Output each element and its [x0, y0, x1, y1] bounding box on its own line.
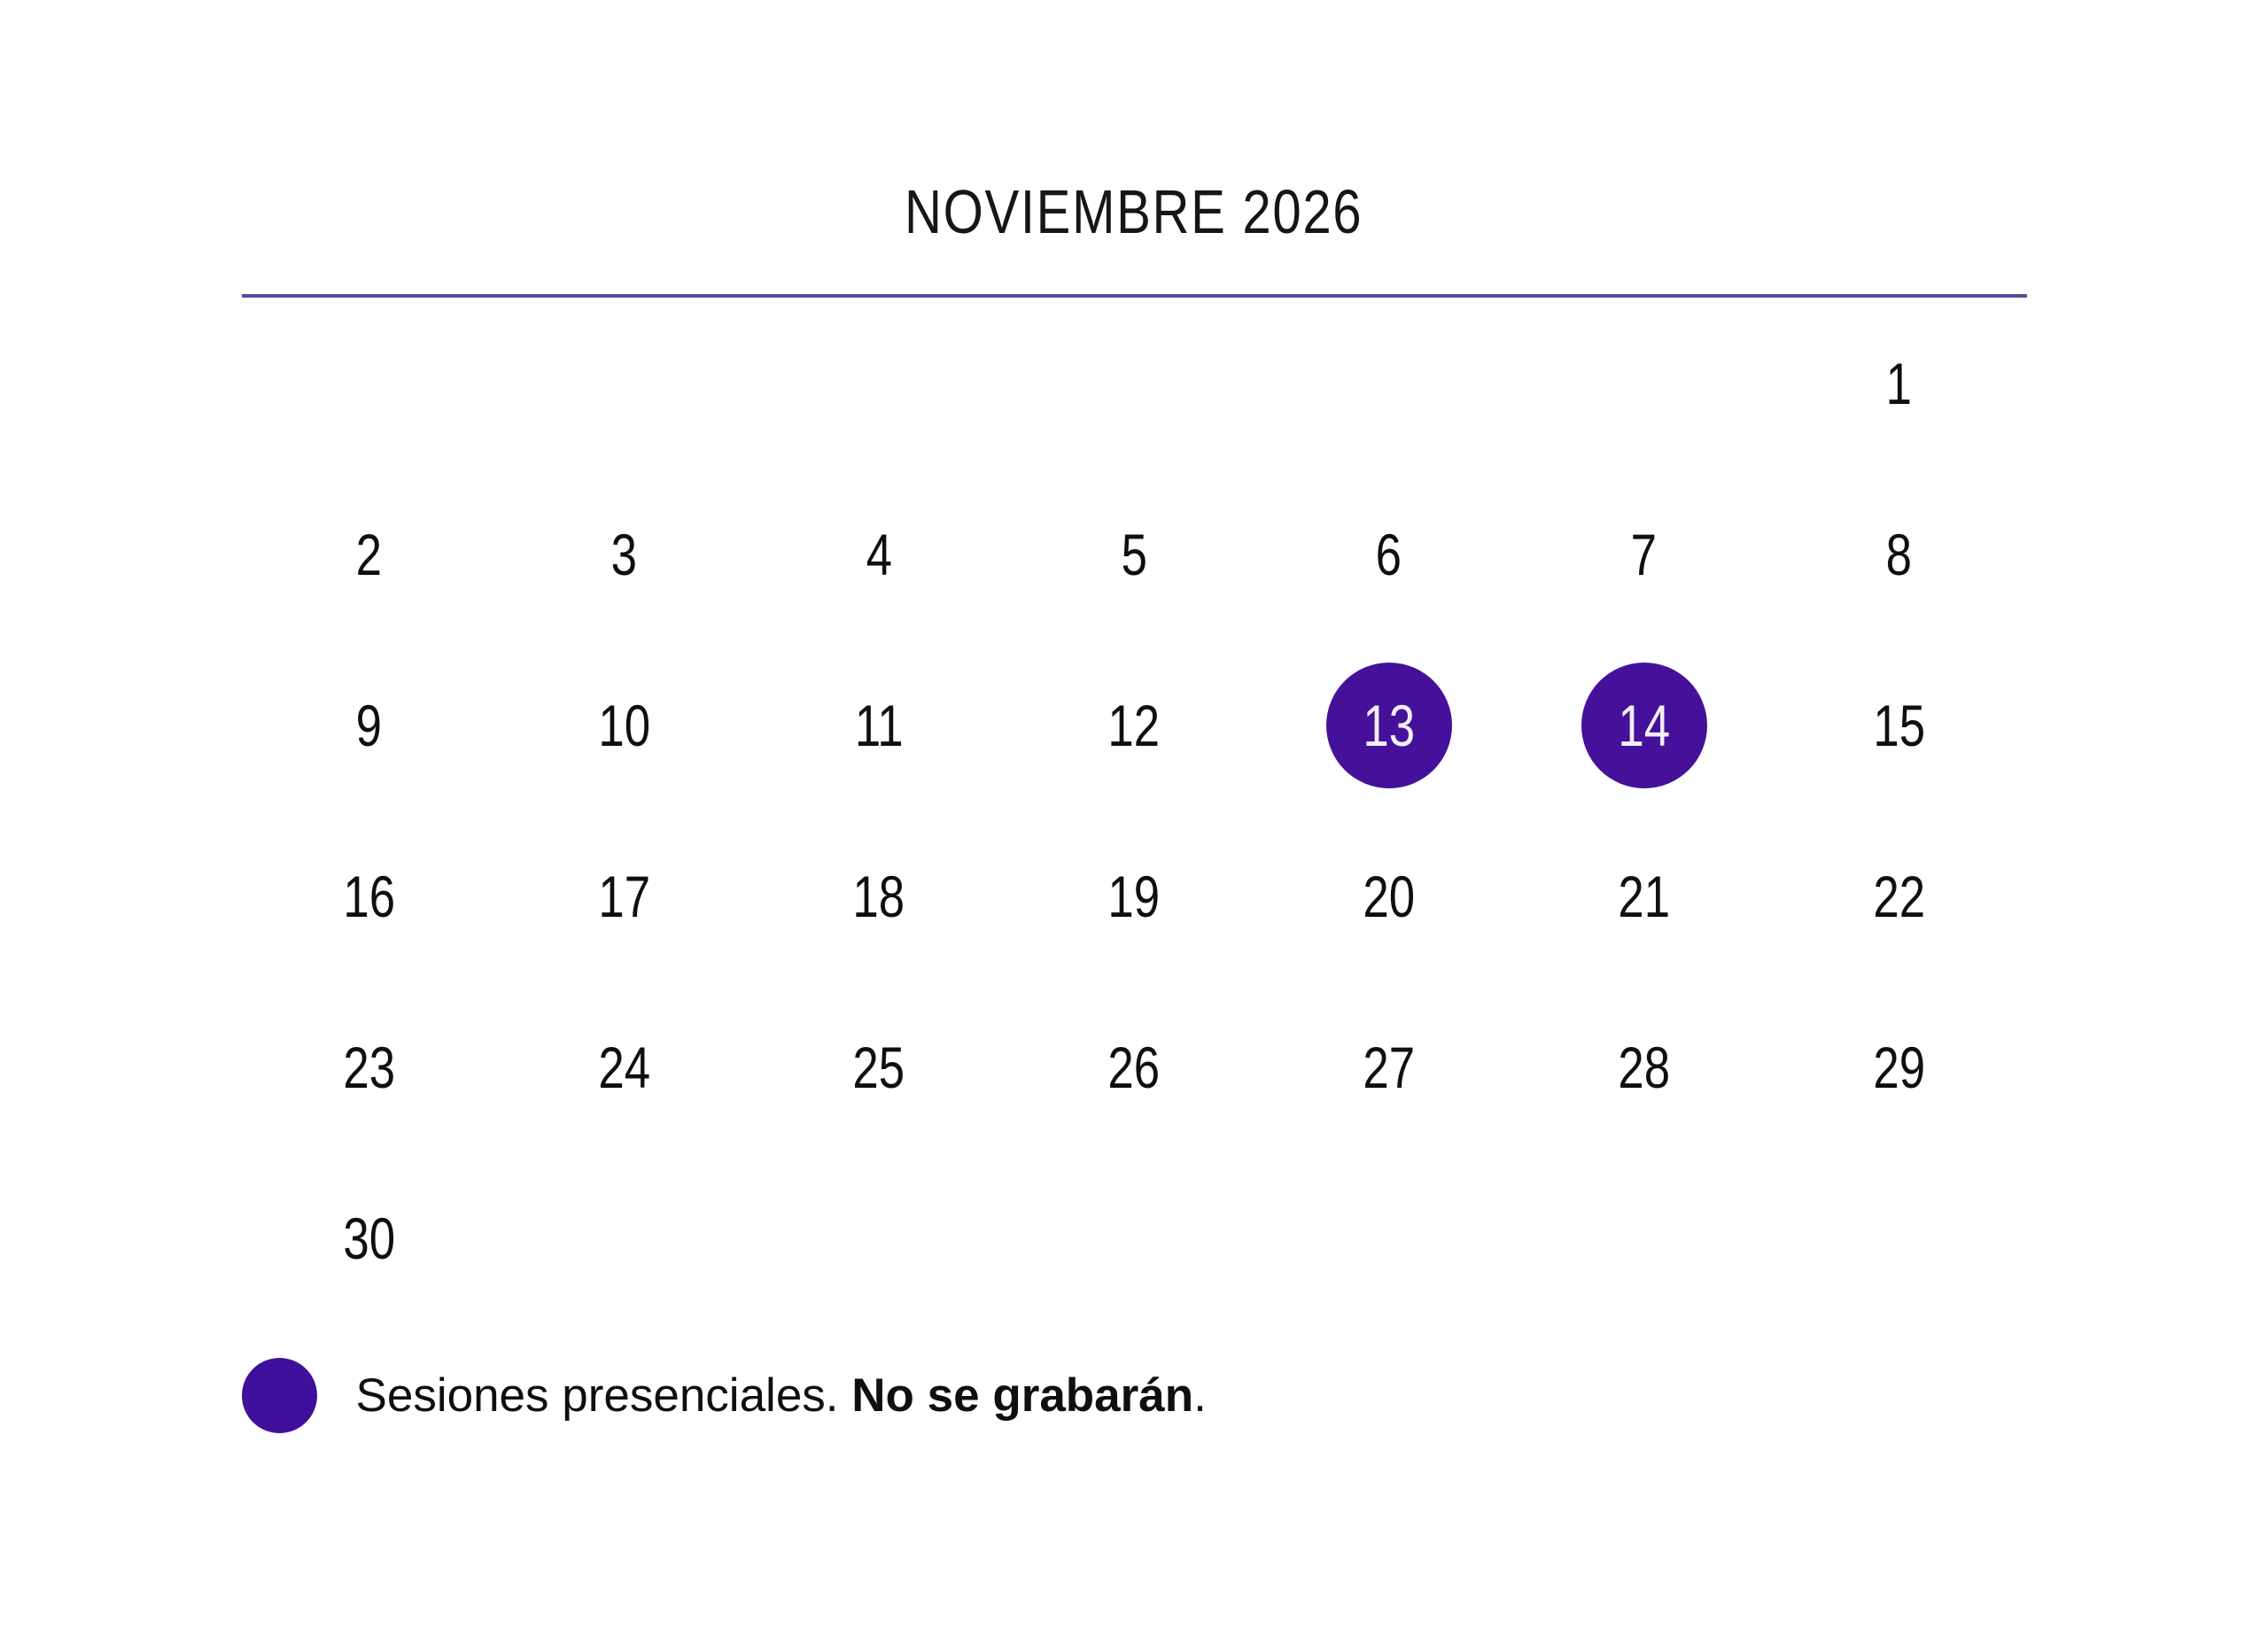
legend-text-bold: No se grabarán — [851, 1369, 1194, 1422]
day-cell-empty — [1006, 1152, 1262, 1323]
day-cell-11 — [751, 640, 1006, 810]
day-number — [816, 834, 942, 959]
day-number — [1326, 492, 1452, 617]
day-number — [816, 492, 942, 617]
day-cell-15 — [1772, 640, 2027, 810]
day-cell-30 — [242, 1152, 497, 1323]
day-cell-22 — [1772, 810, 2027, 981]
day-number — [561, 663, 687, 788]
day-cell-3 — [496, 469, 751, 640]
day-number — [1837, 663, 1962, 788]
day-cell-8 — [1772, 469, 2027, 640]
day-number — [306, 1175, 431, 1301]
day-number-text: 16 — [343, 863, 395, 929]
day-number — [306, 663, 431, 788]
day-number — [306, 1004, 431, 1130]
day-cell-empty — [1262, 1152, 1517, 1323]
day-cell-23 — [242, 981, 497, 1152]
day-number-text: 7 — [1631, 521, 1658, 587]
day-number — [1581, 492, 1707, 617]
day-cell-27 — [1262, 981, 1517, 1152]
day-cell-18 — [751, 810, 1006, 981]
purple-dot-icon — [242, 1358, 317, 1433]
day-number-text: 1 — [1885, 350, 1913, 416]
day-cell-empty — [1006, 298, 1262, 469]
day-number-text: 9 — [355, 692, 383, 758]
day-number-text: 21 — [1618, 863, 1671, 929]
day-number-text: 3 — [610, 521, 637, 587]
day-number — [1071, 663, 1197, 788]
day-cell-7 — [1517, 469, 1772, 640]
day-cell-2 — [242, 469, 497, 640]
day-number — [306, 492, 431, 617]
day-cell-26 — [1006, 981, 1262, 1152]
day-cell-19 — [1006, 810, 1262, 981]
day-number — [561, 834, 687, 959]
day-cell-24 — [496, 981, 751, 1152]
day-number-text: 8 — [1885, 521, 1913, 587]
day-cell-empty — [1517, 298, 1772, 469]
day-cell-empty — [1262, 298, 1517, 469]
day-number — [1837, 834, 1962, 959]
day-number — [1071, 1004, 1197, 1130]
day-number-text: 30 — [343, 1205, 395, 1271]
day-number-text: 5 — [1121, 521, 1147, 587]
day-cell-28 — [1517, 981, 1772, 1152]
day-number-text: 14 — [1618, 692, 1671, 758]
day-number — [1326, 834, 1452, 959]
day-number-text: 29 — [1873, 1034, 1925, 1100]
legend-text-suffix: . — [1193, 1369, 1207, 1422]
day-cell-13-selected — [1262, 640, 1517, 810]
selected-day-circle — [1581, 663, 1707, 788]
calendar-grid — [242, 298, 2027, 1323]
day-cell-12 — [1006, 640, 1262, 810]
day-number — [816, 1175, 942, 1301]
day-number — [1071, 1175, 1197, 1301]
day-number-text: 28 — [1618, 1034, 1671, 1100]
day-number-text: 23 — [343, 1034, 395, 1100]
day-number — [1837, 1175, 1962, 1301]
calendar-page — [242, 0, 2027, 1433]
day-number-text: 6 — [1376, 521, 1402, 587]
day-cell-empty — [1517, 1152, 1772, 1323]
day-number — [1837, 492, 1962, 617]
day-number — [561, 492, 687, 617]
day-number-text: 27 — [1363, 1034, 1416, 1100]
day-number-text: 15 — [1873, 692, 1925, 758]
day-number — [1326, 1175, 1452, 1301]
day-cell-4 — [751, 469, 1006, 640]
day-number — [1837, 1004, 1962, 1130]
legend-text — [356, 1369, 1207, 1423]
day-cell-14-selected — [1517, 640, 1772, 810]
day-number-text: 18 — [852, 863, 905, 929]
day-number — [306, 321, 431, 446]
day-cell-empty — [496, 298, 751, 469]
day-number-text: 19 — [1107, 863, 1161, 929]
selected-day-circle — [1326, 663, 1452, 788]
day-cell-empty — [751, 298, 1006, 469]
day-number-text: 24 — [597, 1034, 650, 1100]
day-cell-empty — [496, 1152, 751, 1323]
day-cell-5 — [1006, 469, 1262, 640]
day-number — [1581, 321, 1707, 446]
day-cell-empty — [1772, 1152, 2027, 1323]
day-number — [816, 663, 942, 788]
day-number-text: 11 — [854, 692, 904, 758]
day-cell-empty — [242, 298, 497, 469]
day-number-text: 20 — [1363, 863, 1416, 929]
day-cell-21 — [1517, 810, 1772, 981]
day-number — [1581, 834, 1707, 959]
day-number — [1071, 321, 1197, 446]
day-number-text: 4 — [866, 521, 892, 587]
day-number — [561, 321, 687, 446]
day-cell-17 — [496, 810, 751, 981]
day-cell-6 — [1262, 469, 1517, 640]
legend — [242, 1358, 2027, 1433]
day-number-text: 22 — [1873, 863, 1925, 929]
day-number-text: 25 — [852, 1034, 905, 1100]
calendar-title-text: NOVIEMBRE 2026 — [905, 177, 1363, 246]
day-number — [1326, 321, 1452, 446]
day-number — [1581, 1004, 1707, 1130]
day-number-text: 2 — [355, 521, 383, 587]
day-number-text: 10 — [597, 692, 650, 758]
day-number — [561, 1175, 687, 1301]
day-cell-empty — [751, 1152, 1006, 1323]
day-cell-20 — [1262, 810, 1517, 981]
day-number — [1071, 492, 1197, 617]
day-number — [1071, 834, 1197, 959]
day-cell-10 — [496, 640, 751, 810]
calendar-title — [242, 0, 2027, 244]
legend-text-regular: Sesiones presenciales. — [355, 1369, 852, 1422]
day-number — [816, 321, 942, 446]
day-cell-25 — [751, 981, 1006, 1152]
day-number — [1326, 1004, 1452, 1130]
day-cell-1 — [1772, 298, 2027, 469]
day-cell-9 — [242, 640, 497, 810]
day-number — [1581, 1175, 1707, 1301]
day-cell-16 — [242, 810, 497, 981]
day-number-text: 26 — [1107, 1034, 1161, 1100]
day-number — [816, 1004, 942, 1130]
day-number-text: 17 — [597, 863, 650, 929]
day-number-text: 13 — [1363, 692, 1416, 758]
day-number — [306, 834, 431, 959]
day-number-text: 12 — [1107, 692, 1161, 758]
day-number — [561, 1004, 687, 1130]
day-cell-29 — [1772, 981, 2027, 1152]
day-number — [1837, 321, 1962, 446]
